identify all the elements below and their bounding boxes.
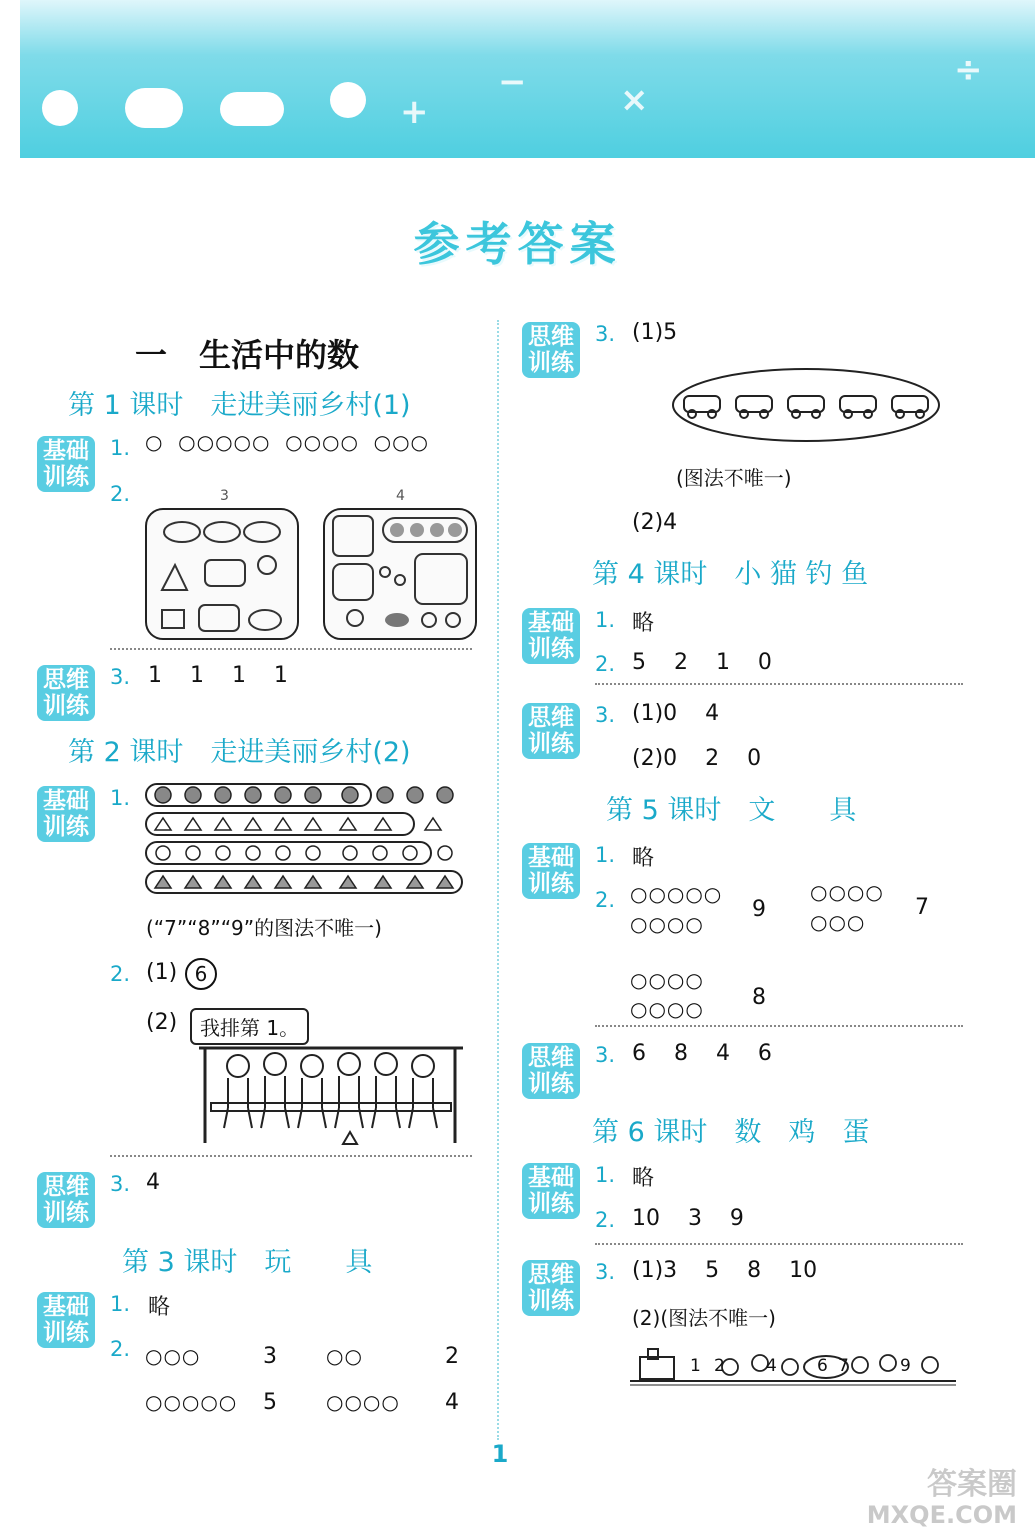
thinking-training-badge [522,1260,580,1316]
question-number: 3. [595,1043,616,1067]
badge-line: 训练 [528,350,574,376]
answer-number: 5 [263,1390,277,1415]
question-number: 1. [595,843,616,867]
thinking-training-badge [522,322,580,378]
unit-title: 一 生活中的数 [135,336,360,374]
answer-text: (2) [146,1010,178,1035]
badge-line: 训练 [43,693,89,719]
grouping-rows-sketch [145,782,465,904]
section-divider [595,683,963,685]
question-number: 2. [595,652,616,676]
question-number: 1. [595,608,616,632]
answer-number: 3 [263,1344,277,1369]
answer-text: (1)0 4 [632,701,720,726]
balls-picture [323,508,477,640]
badge-line: 基础 [43,788,89,814]
badge-line: 训练 [43,1320,89,1346]
section-divider [110,648,472,650]
badge-line: 思维 [528,324,574,350]
picture-label: 4 [396,488,405,504]
badge-line: 训练 [528,1191,574,1217]
lesson-4-title: 第 4 课时 小 猫 钓 鱼 [592,559,869,590]
badge-line: 基础 [43,1294,89,1320]
question-number: 1. [110,786,131,810]
lesson-3-title: 第 3 课时 玩 具 [122,1247,373,1278]
answer-text: (1)3 5 8 10 [632,1258,818,1283]
question-number: 1. [110,1292,131,1316]
question-number: 2. [110,962,131,986]
party-items-sketch [147,510,297,638]
hint-text: (图法不唯一) [676,466,792,490]
answer-circles: ○○○○○ [145,1390,238,1414]
badge-line: 基础 [528,1165,574,1191]
basic-training-badge [37,786,95,842]
badge-line: 训练 [528,1288,574,1314]
basic-training-badge [522,843,580,899]
badge-line: 训练 [43,1200,89,1226]
badge-line: 思维 [43,667,89,693]
section-divider [595,1025,963,1027]
answer-circles: ○○○○ [630,968,704,992]
thinking-training-badge [522,1043,580,1099]
question-number: 2. [595,888,616,912]
basic-training-badge [522,1163,580,1219]
page-title: 参考答案 [413,217,622,271]
question-number: 2. [110,1337,131,1361]
children-bench-sketch [193,1028,475,1154]
badge-line: 训练 [528,1071,574,1097]
header-banner [20,0,1035,158]
sun-decoration [42,90,78,126]
answer-text: 略 [632,611,655,636]
answer-number: 9 [752,897,766,922]
answer-text: 略 [148,1295,171,1320]
hint-text: (“7”“8”“9”的图法不唯一) [146,916,382,940]
badge-line: 基础 [528,610,574,636]
toy-items-sketch [325,510,475,638]
basic-training-badge [522,608,580,664]
question-number: 1. [595,1163,616,1187]
times-icon: × [620,80,649,120]
cars-ellipse-sketch [670,366,942,448]
answer-circles: ○○○○ [326,1390,400,1414]
answer-text: (2)4 [632,510,678,535]
answer-text: 6 8 4 6 [632,1041,772,1066]
column-divider [497,320,499,1440]
lesson-1-title: 第 1 课时 走进美丽乡村(1) [68,390,411,421]
badge-line: 基础 [43,438,89,464]
question-number: 3. [595,703,616,727]
divide-icon: ÷ [954,50,983,90]
question-number: 2. [595,1208,616,1232]
answer-text: 4 [146,1170,160,1195]
answer-number: 7 [915,895,929,920]
answer-number: 4 [445,1390,459,1415]
question-number: 3. [110,1172,131,1196]
watermark-line: 答案圈 [927,1467,1017,1502]
section-divider [595,1243,963,1245]
train-label: 9 [900,1356,911,1376]
picture-label: 3 [220,488,229,504]
train-label: 1 [690,1356,701,1376]
answer-circles: ○○○○ [630,912,704,936]
cloud-decoration [220,92,284,126]
badge-line: 训练 [43,814,89,840]
badge-line: 训练 [528,871,574,897]
circled-answer: 6 [185,958,217,990]
question-number: 3. [595,1260,616,1284]
answer-text: (2)0 2 0 [632,746,762,771]
answer-text: 5 2 1 0 [632,650,772,675]
badge-line: 思维 [528,1262,574,1288]
question-number: 2. [110,482,131,506]
answer-text: 1 1 1 1 [148,663,288,688]
sun-decoration [330,82,366,118]
answer-circles: ○○ [326,1344,363,1368]
badge-line: 思维 [528,705,574,731]
cloud-decoration [125,88,183,128]
plus-icon: + [400,92,429,132]
watermark-logo [866,1467,1017,1530]
thinking-training-badge [37,1172,95,1228]
answer-circles: ○○○○○ [630,882,723,906]
badge-line: 思维 [43,1174,89,1200]
answer-text: (1) [146,960,178,985]
answer-text: 10 3 9 [632,1206,744,1231]
speech-bubble: 我排第 1。 [190,1008,309,1045]
badge-line: 训练 [528,636,574,662]
bread-party-picture [145,508,299,640]
answer-circles: ○○○○ [810,880,884,904]
basic-training-badge [37,436,95,492]
lesson-6-title: 第 6 课时 数 鸡 蛋 [592,1117,870,1148]
badge-line: 训练 [43,464,89,490]
thinking-training-badge [522,703,580,759]
minus-icon: − [498,62,527,102]
answer-circles: ○○○○ [630,997,704,1021]
lesson-5-title: 第 5 课时 文 具 [606,795,857,826]
answer-number: 2 [445,1344,459,1369]
thinking-training-badge [37,665,95,721]
train-label: 7 [838,1356,849,1376]
answer-text: 略 [632,1166,655,1191]
watermark-line: MXQE.COM [866,1501,1017,1529]
answer-number: 8 [752,985,766,1010]
section-divider [110,1155,472,1157]
page-number: 1 [491,1440,509,1468]
badge-line: 思维 [528,1045,574,1071]
answer-text: 略 [632,846,655,871]
train-label: 4 [766,1356,777,1376]
question-number: 1. [110,436,131,460]
answer-circles: ○○○ [810,910,866,934]
answer-circles: ○○○ [145,1344,201,1368]
basic-training-badge [37,1292,95,1348]
train-label: 2 [714,1356,725,1376]
question-number: 3. [595,322,616,346]
answer-text: (1)5 [632,320,678,345]
hint-text: (2)(图法不唯一) [632,1306,776,1330]
answer-circles: ○ ○○○○○ ○○○○ ○○○ [145,430,430,454]
badge-line: 训练 [528,731,574,757]
lesson-2-title: 第 2 课时 走进美丽乡村(2) [68,737,411,768]
question-number: 3. [110,665,131,689]
train-label: 6 [817,1356,828,1376]
badge-line: 基础 [528,845,574,871]
